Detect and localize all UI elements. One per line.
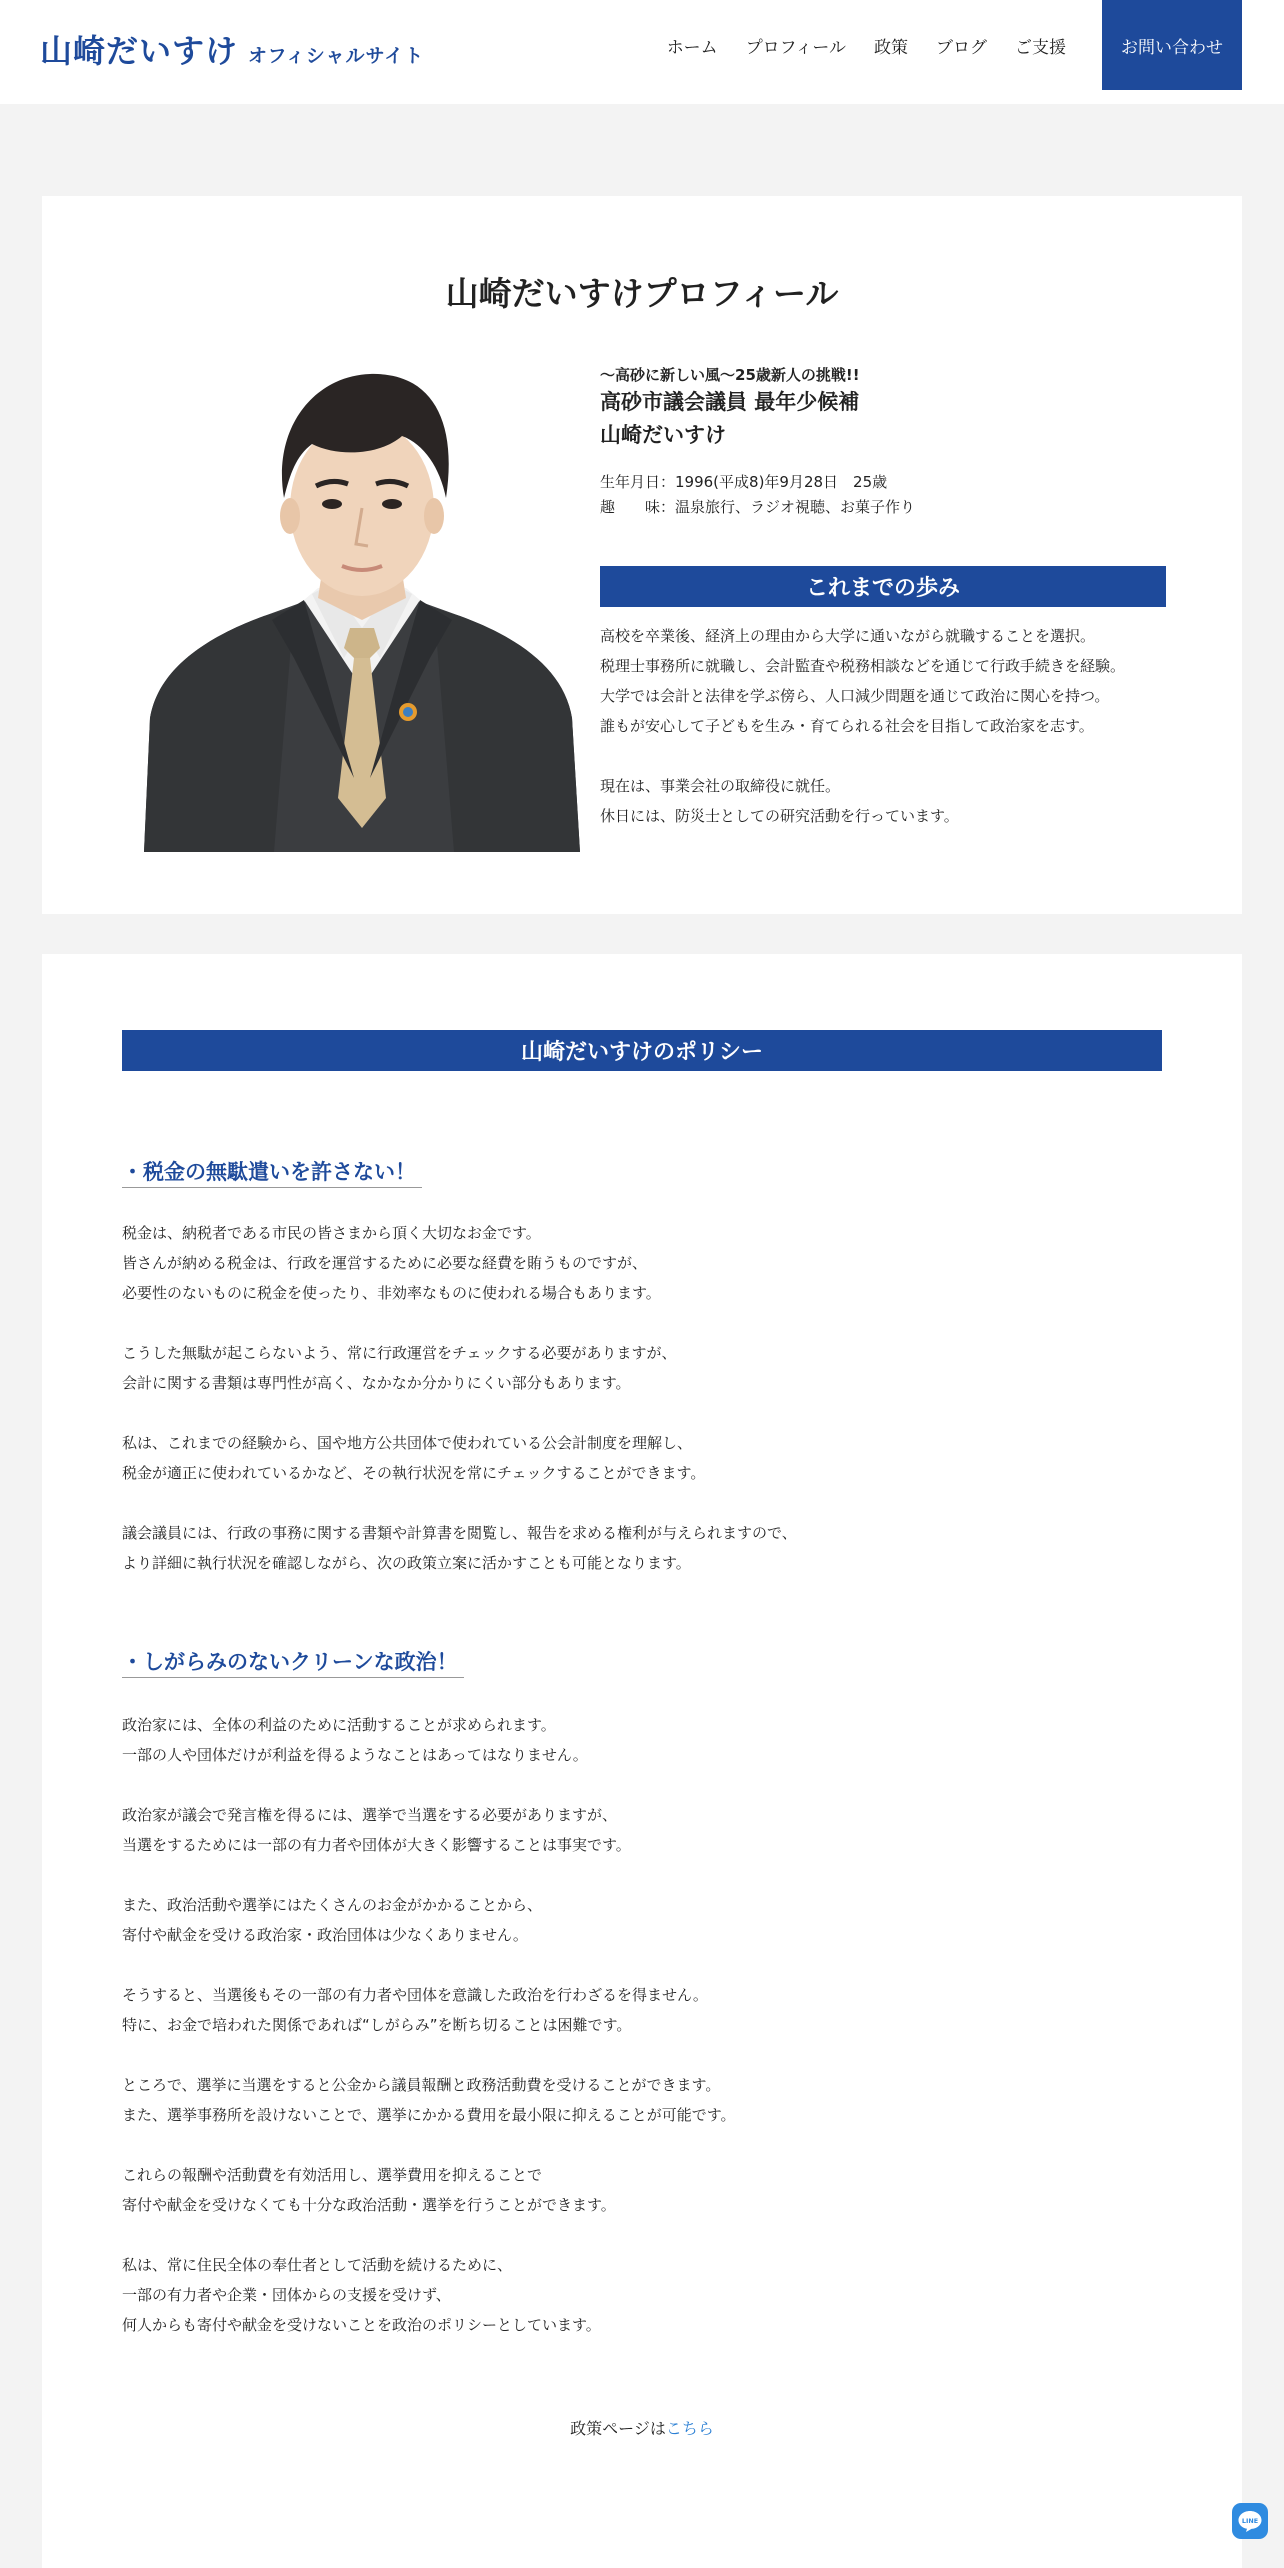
history-line: 現在は、事業会社の取締役に就任。 xyxy=(600,777,841,795)
line-icon-label: LINE xyxy=(1241,2516,1259,2525)
history-text xyxy=(600,621,1166,831)
catchphrase: ～高砂に新しい風～25歳新人の挑戦!! xyxy=(600,366,860,384)
history-line: 高校を卒業後、経済上の理由から大学に通いながら就職することを選択。 xyxy=(600,627,1096,645)
policy-line: 私は、これまでの経験から、国や地方公共団体で使われている公会計制度を理解し、 xyxy=(122,1434,693,1452)
site-subtitle[interactable]: オフィシャルサイト xyxy=(248,45,425,67)
nav-home[interactable]: ホーム xyxy=(666,37,718,58)
policy-heading: 山崎だいすけのポリシー xyxy=(122,1030,1162,1071)
policy-page-link-row xyxy=(42,2416,1242,2439)
history-line: 休日には、防災士としての研究活動を行っています。 xyxy=(600,807,959,825)
nav-policy[interactable]: 政策 xyxy=(874,37,908,58)
nav-blog[interactable]: ブログ xyxy=(936,37,987,58)
policy-line: 特に、お金で培われた関係であれば“しがらみ”を断ち切ることは困難です。 xyxy=(122,2016,632,2034)
policy-line: 寄付や献金を受ける政治家・政治団体は少なくありません。 xyxy=(122,1926,528,1944)
policy-section-body-clean xyxy=(122,1710,1162,2340)
policy-line: また、選挙事務所を設けないことで、選挙にかかる費用を最小限に抑えることが可能です。 xyxy=(122,2106,736,2124)
history-spacer xyxy=(600,741,1166,771)
policy-line: そうすると、当選後もその一部の有力者や団体を意識した政治を行わざるを得ません。 xyxy=(122,1986,708,2004)
policy-line xyxy=(122,1308,1162,1338)
site-name[interactable]: 山崎だいすけ xyxy=(40,32,239,70)
profile-facts xyxy=(600,470,1166,520)
policy-section-title-tax: ・税金の無駄遣いを許さない！ xyxy=(122,1150,422,1188)
candidate-role: 高砂市議会議員 最年少候補 xyxy=(600,390,860,414)
policy-line xyxy=(122,1488,1162,1518)
policy-line: 税金が適正に使われているかなど、その執行状況を常にチェックすることができます。 xyxy=(122,1464,706,1482)
hobby: 趣 味：温泉旅行、ラジオ視聴、お菓子作り xyxy=(600,498,916,516)
policy-line xyxy=(122,2040,1162,2070)
policy-line: これらの報酬や活動費を有効活用し、選挙費用を抑えることで xyxy=(122,2166,543,2184)
policy-line: こうした無駄が起こらないよう、常に行政運営をチェックする必要がありますが、 xyxy=(122,1344,677,1362)
candidate-name: 山崎だいすけ xyxy=(600,423,726,447)
main-nav xyxy=(667,0,1284,90)
line-icon xyxy=(1237,2509,1263,2533)
policy-line: 私は、常に住民全体の奉仕者として活動を続けるために、 xyxy=(122,2256,513,2274)
policy-line: 議会議員には、行政の事務に関する書類や計算書を閲覧し、報告を求める権利が与えられますので、 xyxy=(122,1524,797,1542)
policy-line: 皆さんが納める税金は、行政を運営するために必要な経費を賄うものですが、 xyxy=(122,1254,648,1272)
line-share-button[interactable] xyxy=(1232,2503,1268,2539)
policy-line: ところで、選挙に当選をすると公金から議員報酬と政務活動費を受けることができます。 xyxy=(122,2076,721,2094)
policy-line: 政治家には、全体の利益のために活動することが求められます。 xyxy=(122,1716,556,1734)
site-logo[interactable] xyxy=(40,26,424,72)
profile-title: 山崎だいすけプロフィール xyxy=(445,274,839,313)
policy-line: 一部の人や団体だけが利益を得るようなことはあってはなりません。 xyxy=(122,1746,588,1764)
policy-line: 一部の有力者や企業・団体からの支援を受けず、 xyxy=(122,2286,451,2304)
candidate-portrait-illustration xyxy=(144,358,580,852)
history-line: 税理士事務所に就職し、会計監査や税務相談などを通じて行政手続きを経験。 xyxy=(600,657,1126,675)
policy-line xyxy=(122,2220,1162,2250)
policy-line: 必要性のないものに税金を使ったり、非効率なものに使われる場合もあります。 xyxy=(122,1284,661,1302)
nav-profile[interactable]: プロフィール xyxy=(745,37,846,58)
policy-line: 寄付や献金を受けなくても十分な政治活動・選挙を行うことができます。 xyxy=(122,2196,616,2214)
history-heading: これまでの歩み xyxy=(600,566,1166,607)
policy-section-body-tax xyxy=(122,1218,1162,1578)
policy-line: 税金は、納税者である市民の皆さまから頂く大切なお金です。 xyxy=(122,1224,541,1242)
nav-support[interactable]: ご支援 xyxy=(1015,37,1066,58)
policy-line xyxy=(122,1770,1162,1800)
policy-page-link[interactable]: こちら xyxy=(665,2419,714,2438)
birthday: 生年月日：1996(平成8)年9月28日 25歳 xyxy=(600,473,888,491)
policy-section-title-clean: ・しがらみのないクリーンな政治！ xyxy=(122,1640,464,1678)
policy-line: 何人からも寄付や献金を受けないことを政治のポリシーとしています。 xyxy=(122,2316,601,2334)
history-line: 誰もが安心して子どもを生み・育てられる社会を目指して政治家を志す。 xyxy=(600,717,1094,735)
policy-card xyxy=(42,954,1242,2568)
profile-card xyxy=(42,196,1242,914)
policy-line: 当選をするためには一部の有力者や団体が大きく影響することは事実です。 xyxy=(122,1836,631,1854)
policy-line: 政治家が議会で発言権を得るには、選挙で当選をする必要がありますが、 xyxy=(122,1806,618,1824)
policy-line xyxy=(122,1950,1162,1980)
policy-line: 会計に関する書類は専門性が高く、なかなか分かりにくい部分もあります。 xyxy=(122,1374,631,1392)
policy-line xyxy=(122,1860,1162,1890)
policy-line: また、政治活動や選挙にはたくさんのお金がかかることから、 xyxy=(122,1896,543,1914)
contact-button[interactable]: お問い合わせ xyxy=(1102,0,1242,90)
profile-info xyxy=(600,364,1166,831)
candidate-photo xyxy=(144,358,580,852)
policy-page-text: 政策ページは xyxy=(570,2419,666,2438)
history-line: 大学では会計と法律を学ぶ傍ら、人口減少問題を通じて政治に関心を持つ。 xyxy=(600,687,1110,705)
policy-line xyxy=(122,1398,1162,1428)
policy-line: より詳細に執行状況を確認しながら、次の政策立案に活かすことも可能となります。 xyxy=(122,1554,691,1572)
policy-line xyxy=(122,2130,1162,2160)
site-header xyxy=(0,0,1284,104)
